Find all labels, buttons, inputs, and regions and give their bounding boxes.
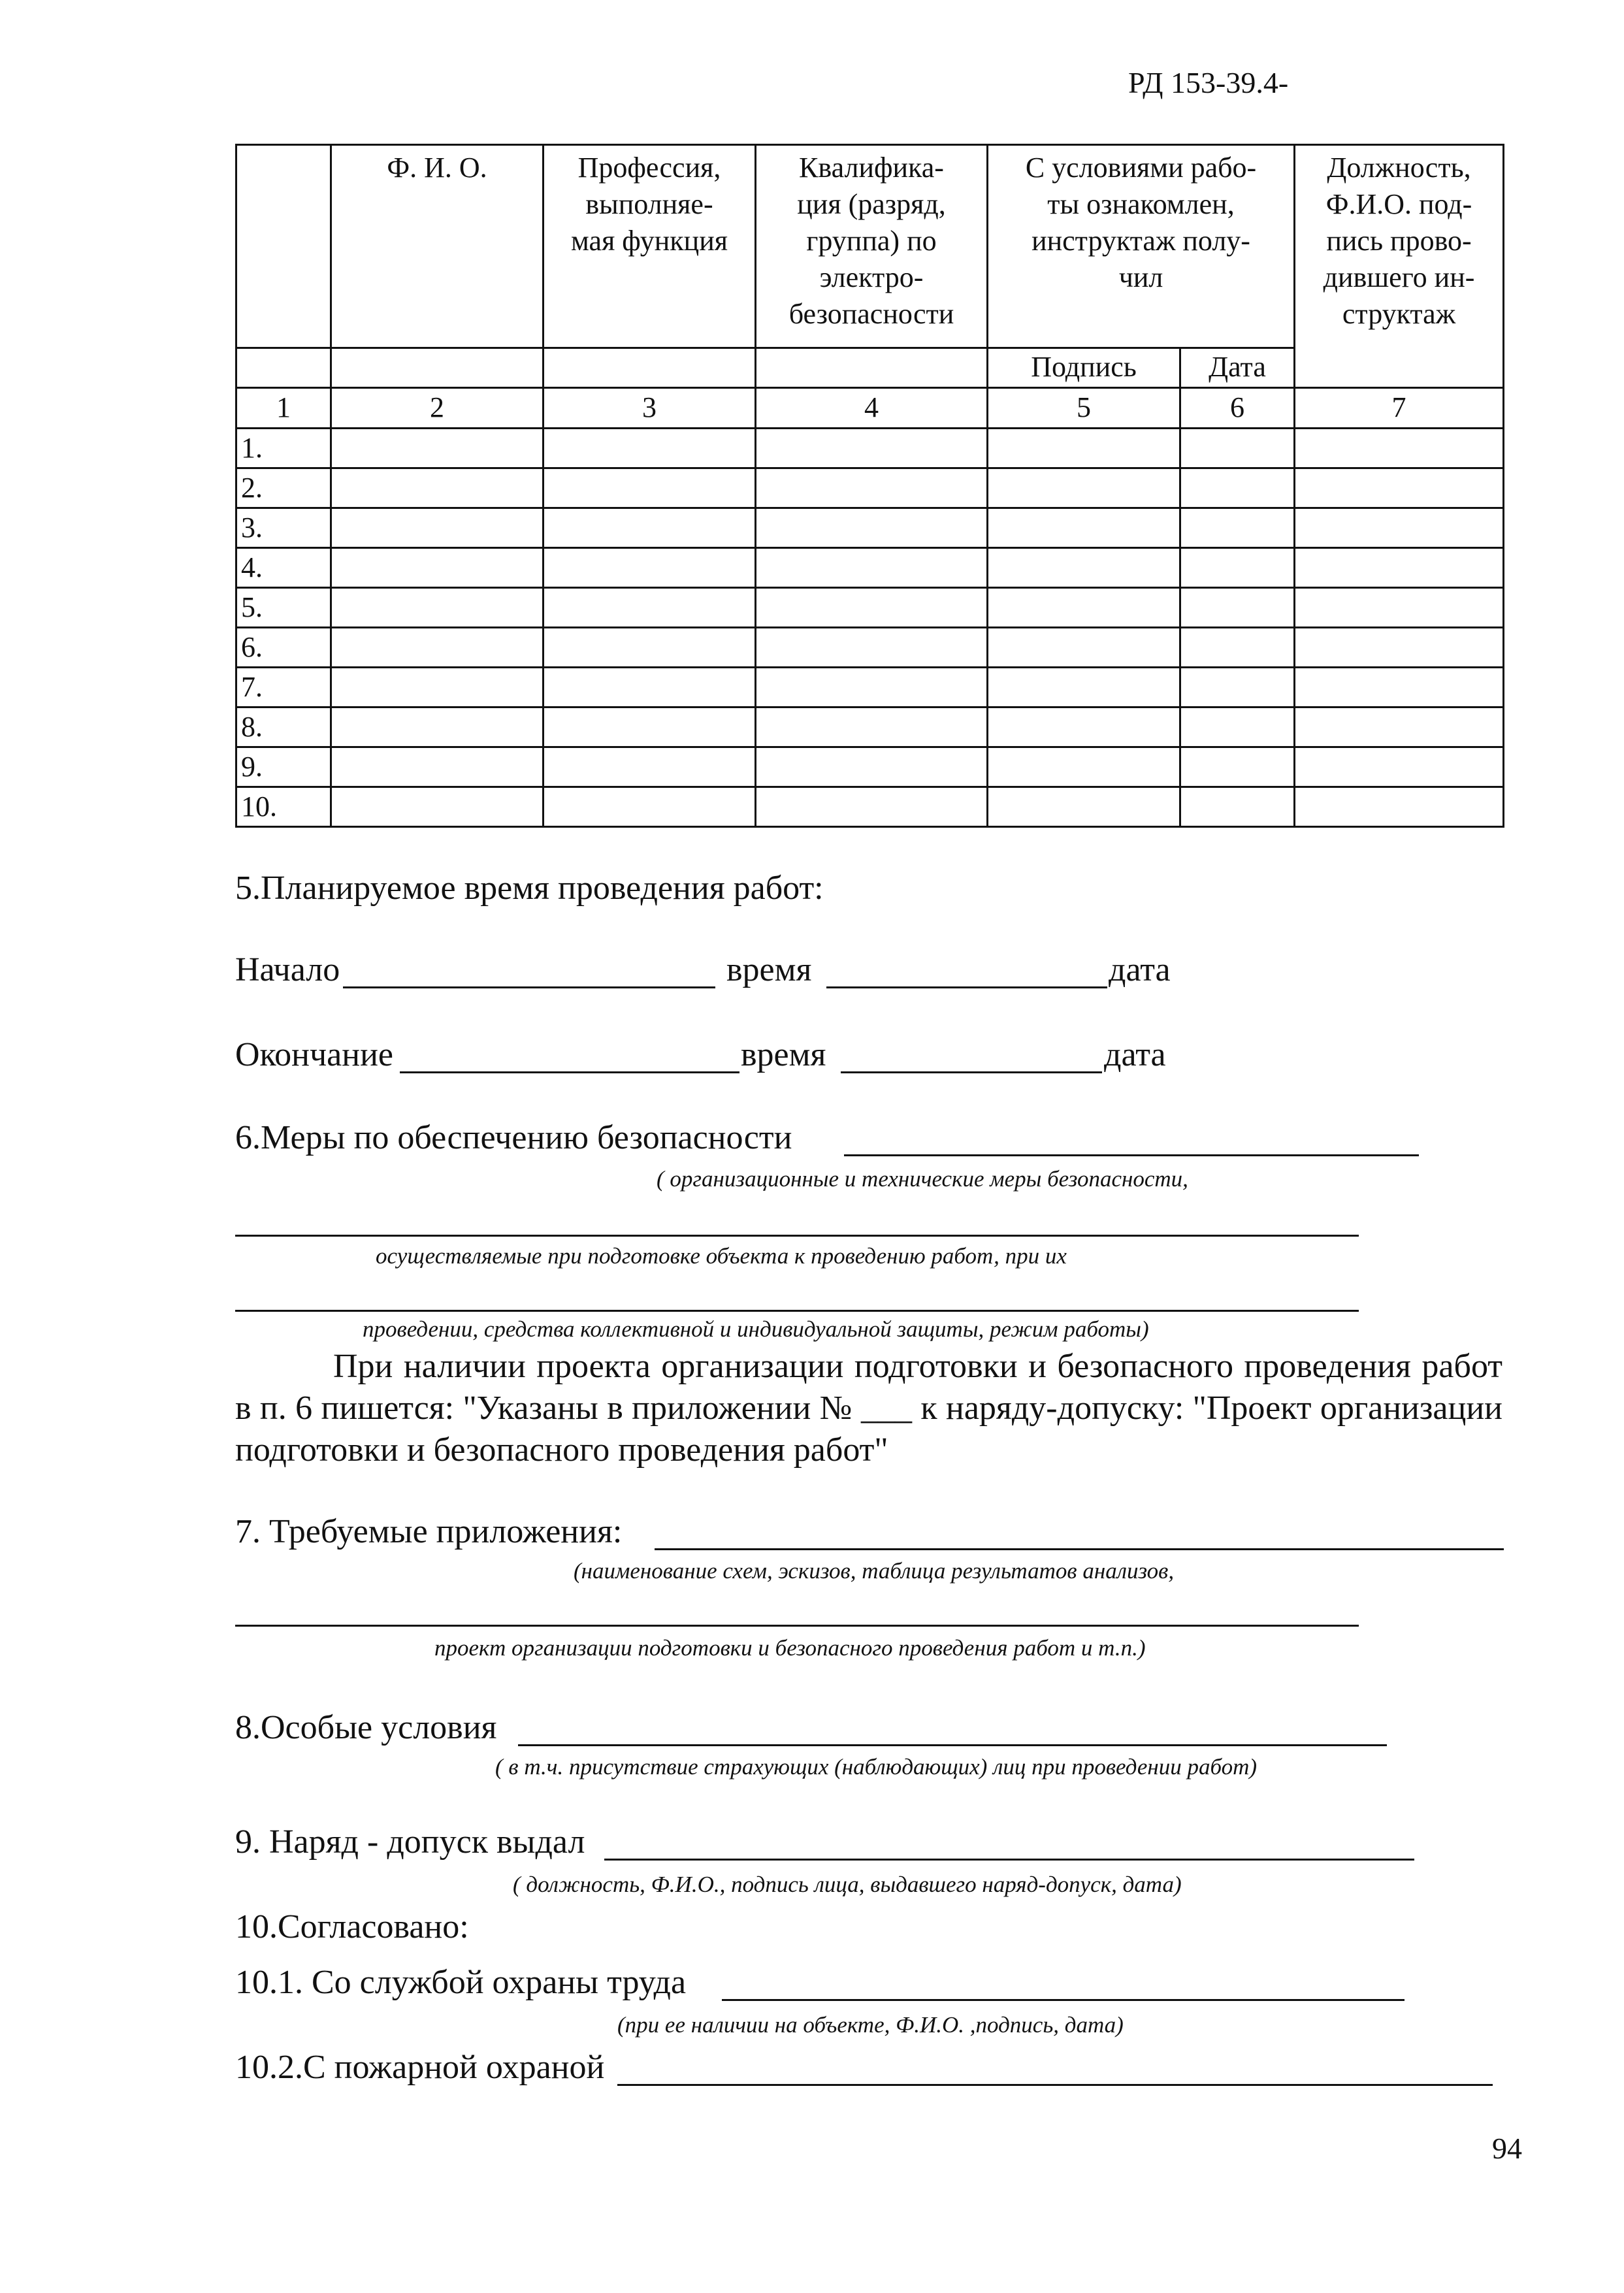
table-cell[interactable] — [331, 747, 544, 787]
table-cell[interactable] — [988, 628, 1180, 668]
start-label: Начало — [235, 951, 340, 988]
section7-hint-1: (наименование схем, эскизов, таблица результатов анализов, — [574, 1558, 1175, 1584]
table-cell[interactable] — [756, 787, 988, 827]
section6-title: 6.Меры по обеспечению безопасности — [235, 1119, 792, 1156]
table-cell[interactable] — [1180, 508, 1295, 548]
column-number-cell: 4 — [756, 388, 988, 429]
row-number-cell: 7. — [236, 668, 331, 707]
row-number-cell: 8. — [236, 707, 331, 747]
header-cell: Профессия, выполняе- мая функция — [544, 145, 756, 348]
table-row — [236, 548, 1504, 588]
table-cell[interactable] — [544, 548, 756, 588]
start-date-label: дата — [1109, 951, 1171, 988]
column-number-cell: 6 — [1180, 388, 1295, 429]
table-cell[interactable] — [544, 747, 756, 787]
briefing-table — [235, 144, 1504, 828]
table-cell[interactable] — [331, 707, 544, 747]
table-cell[interactable] — [331, 668, 544, 707]
table-cell[interactable] — [1295, 668, 1504, 707]
table-row — [236, 628, 1504, 668]
row-number-cell: 4. — [236, 548, 331, 588]
column-number-cell: 2 — [331, 388, 544, 429]
table-cell[interactable] — [988, 668, 1180, 707]
row-number-cell: 2. — [236, 468, 331, 508]
table-cell[interactable] — [1295, 588, 1504, 628]
table-cell[interactable] — [1295, 787, 1504, 827]
table-cell[interactable] — [988, 508, 1180, 548]
table-cell[interactable] — [1295, 468, 1504, 508]
table-cell[interactable] — [331, 588, 544, 628]
table-cell[interactable] — [756, 429, 988, 468]
row-number-cell: 6. — [236, 628, 331, 668]
table-cell[interactable] — [544, 468, 756, 508]
header-cell: С условиями рабо- ты ознакомлен, инструктаж полу- чил — [988, 145, 1295, 348]
table-cell[interactable] — [544, 628, 756, 668]
table-row — [236, 747, 1504, 787]
table-cell[interactable] — [988, 747, 1180, 787]
table-cell[interactable] — [544, 508, 756, 548]
table-cell[interactable] — [988, 429, 1180, 468]
start-time-label: время — [726, 951, 812, 988]
start-date-field[interactable] — [826, 986, 1107, 988]
section7-title: 7. Требуемые приложения: — [235, 1513, 623, 1550]
table-cell[interactable] — [756, 707, 988, 747]
header-cell — [236, 348, 331, 388]
end-date-field[interactable] — [841, 1071, 1102, 1073]
fire-department-field[interactable] — [617, 2084, 1493, 2086]
column-number-cell: 3 — [544, 388, 756, 429]
section10-title: 10.Согласовано: — [235, 1908, 469, 1945]
section6-hint-3: проведении, средства коллективной и индивидуальной защиты, режим работы) — [363, 1316, 1149, 1342]
table-cell[interactable] — [1295, 548, 1504, 588]
table-cell[interactable] — [756, 508, 988, 548]
safety-measures-field-2[interactable] — [235, 1235, 1359, 1237]
table-cell[interactable] — [756, 468, 988, 508]
section5-title: 5.Планируемое время проведения работ: — [235, 870, 824, 907]
table-cell[interactable] — [1180, 468, 1295, 508]
table-row — [236, 707, 1504, 747]
table-cell[interactable] — [1180, 787, 1295, 827]
document-code: РД 153-39.4- — [1128, 66, 1289, 99]
table-cell[interactable] — [544, 707, 756, 747]
section9-title: 9. Наряд - допуск выдал — [235, 1823, 585, 1861]
section9-hint: ( должность, Ф.И.О., подпись лица, выдавшего наряд-допуск, дата) — [513, 1872, 1182, 1897]
labor-safety-field[interactable] — [722, 1999, 1405, 2001]
special-conditions-field[interactable] — [518, 1744, 1387, 1746]
section10-item2: 10.2.С пожарной охраной — [235, 2049, 605, 2086]
table-cell[interactable] — [756, 668, 988, 707]
section7-hint-2: проект организации подготовки и безопасного проведения работ и т.п.) — [434, 1635, 1146, 1661]
end-label: Окончание — [235, 1036, 393, 1073]
header-cell — [544, 348, 756, 388]
start-time-field[interactable] — [343, 986, 715, 988]
table-cell[interactable] — [544, 668, 756, 707]
row-number-cell: 10. — [236, 787, 331, 827]
page-number: 94 — [1492, 2132, 1522, 2165]
row-number-cell: 9. — [236, 747, 331, 787]
section8-hint: ( в т.ч. присутствие страхующих (наблюдающих) лиц при проведении работ) — [495, 1754, 1258, 1780]
subheader-cell: Дата — [1180, 348, 1295, 388]
row-number-cell: 3. — [236, 508, 331, 548]
table-row — [236, 468, 1504, 508]
table-row — [236, 508, 1504, 548]
section6-hint-1: ( организационные и технические меры безопасности, — [657, 1166, 1188, 1192]
table-cell[interactable] — [544, 588, 756, 628]
table-cell[interactable] — [331, 787, 544, 827]
table-cell[interactable] — [988, 468, 1180, 508]
section6-hint-2: осуществляемые при подготовке объекта к проведению работ, при их — [376, 1243, 1067, 1269]
header-cell — [756, 348, 988, 388]
table-cell[interactable] — [1180, 668, 1295, 707]
issued-by-field[interactable] — [604, 1859, 1414, 1861]
end-time-field[interactable] — [400, 1071, 739, 1073]
safety-measures-field[interactable] — [844, 1154, 1419, 1156]
section10-item1: 10.1. Со службой охраны труда — [235, 1964, 687, 2001]
table-cell[interactable] — [331, 628, 544, 668]
subheader-cell: Подпись — [988, 348, 1180, 388]
table-cell[interactable] — [756, 628, 988, 668]
header-cell: Квалифика- ция (разряд, группа) по электро- безопасности — [756, 145, 988, 348]
header-cell: Должность, Ф.И.О. под- пись прово- дившего ин- структаж — [1295, 145, 1504, 388]
section10-item1-hint: (при ее наличии на объекте, Ф.И.О. ,подпись, дата) — [617, 2012, 1124, 2038]
column-number-cell: 1 — [236, 388, 331, 429]
safety-measures-field-3[interactable] — [235, 1310, 1359, 1312]
table-row — [236, 787, 1504, 827]
table-cell[interactable] — [331, 429, 544, 468]
table-cell[interactable] — [756, 548, 988, 588]
table-cell[interactable] — [1295, 508, 1504, 548]
section6-note: При наличии проекта организации подготовки и безопасного проведения работ в п. 6 пишется: "Указаны в приложении № ___ к наряду-допуску: "Проект организации подготовки и безопасного проведения работ" — [235, 1348, 1502, 1469]
table-cell[interactable] — [331, 548, 544, 588]
row-number-cell: 1. — [236, 429, 331, 468]
table-row — [236, 429, 1504, 468]
table-cell[interactable] — [988, 707, 1180, 747]
table-cell[interactable] — [1180, 628, 1295, 668]
table-cell[interactable] — [1180, 747, 1295, 787]
table-cell[interactable] — [756, 747, 988, 787]
table-cell[interactable] — [544, 429, 756, 468]
table-row — [236, 668, 1504, 707]
table-cell[interactable] — [1295, 628, 1504, 668]
table-cell[interactable] — [1295, 747, 1504, 787]
attachments-field[interactable] — [655, 1548, 1504, 1550]
table-row — [236, 588, 1504, 628]
column-number-cell: 5 — [988, 388, 1180, 429]
section8-title: 8.Особые условия — [235, 1709, 497, 1746]
table-cell[interactable] — [1295, 707, 1504, 747]
table-cell[interactable] — [331, 468, 544, 508]
table-cell[interactable] — [1180, 548, 1295, 588]
table-cell[interactable] — [988, 548, 1180, 588]
table-cell[interactable] — [544, 787, 756, 827]
column-number-cell: 7 — [1295, 388, 1504, 429]
header-cell — [331, 348, 544, 388]
header-cell: Ф. И. О. — [331, 145, 544, 348]
table-cell[interactable] — [1180, 429, 1295, 468]
row-number-cell: 5. — [236, 588, 331, 628]
table-cell[interactable] — [331, 508, 544, 548]
end-date-label: дата — [1104, 1036, 1166, 1073]
table-cell[interactable] — [1180, 588, 1295, 628]
table-cell[interactable] — [988, 787, 1180, 827]
table-cell[interactable] — [1295, 429, 1504, 468]
table-cell[interactable] — [756, 588, 988, 628]
end-time-label: время — [741, 1036, 826, 1073]
table-cell[interactable] — [1180, 707, 1295, 747]
attachments-field-2[interactable] — [235, 1625, 1359, 1627]
table-cell[interactable] — [988, 588, 1180, 628]
header-cell — [236, 145, 331, 348]
